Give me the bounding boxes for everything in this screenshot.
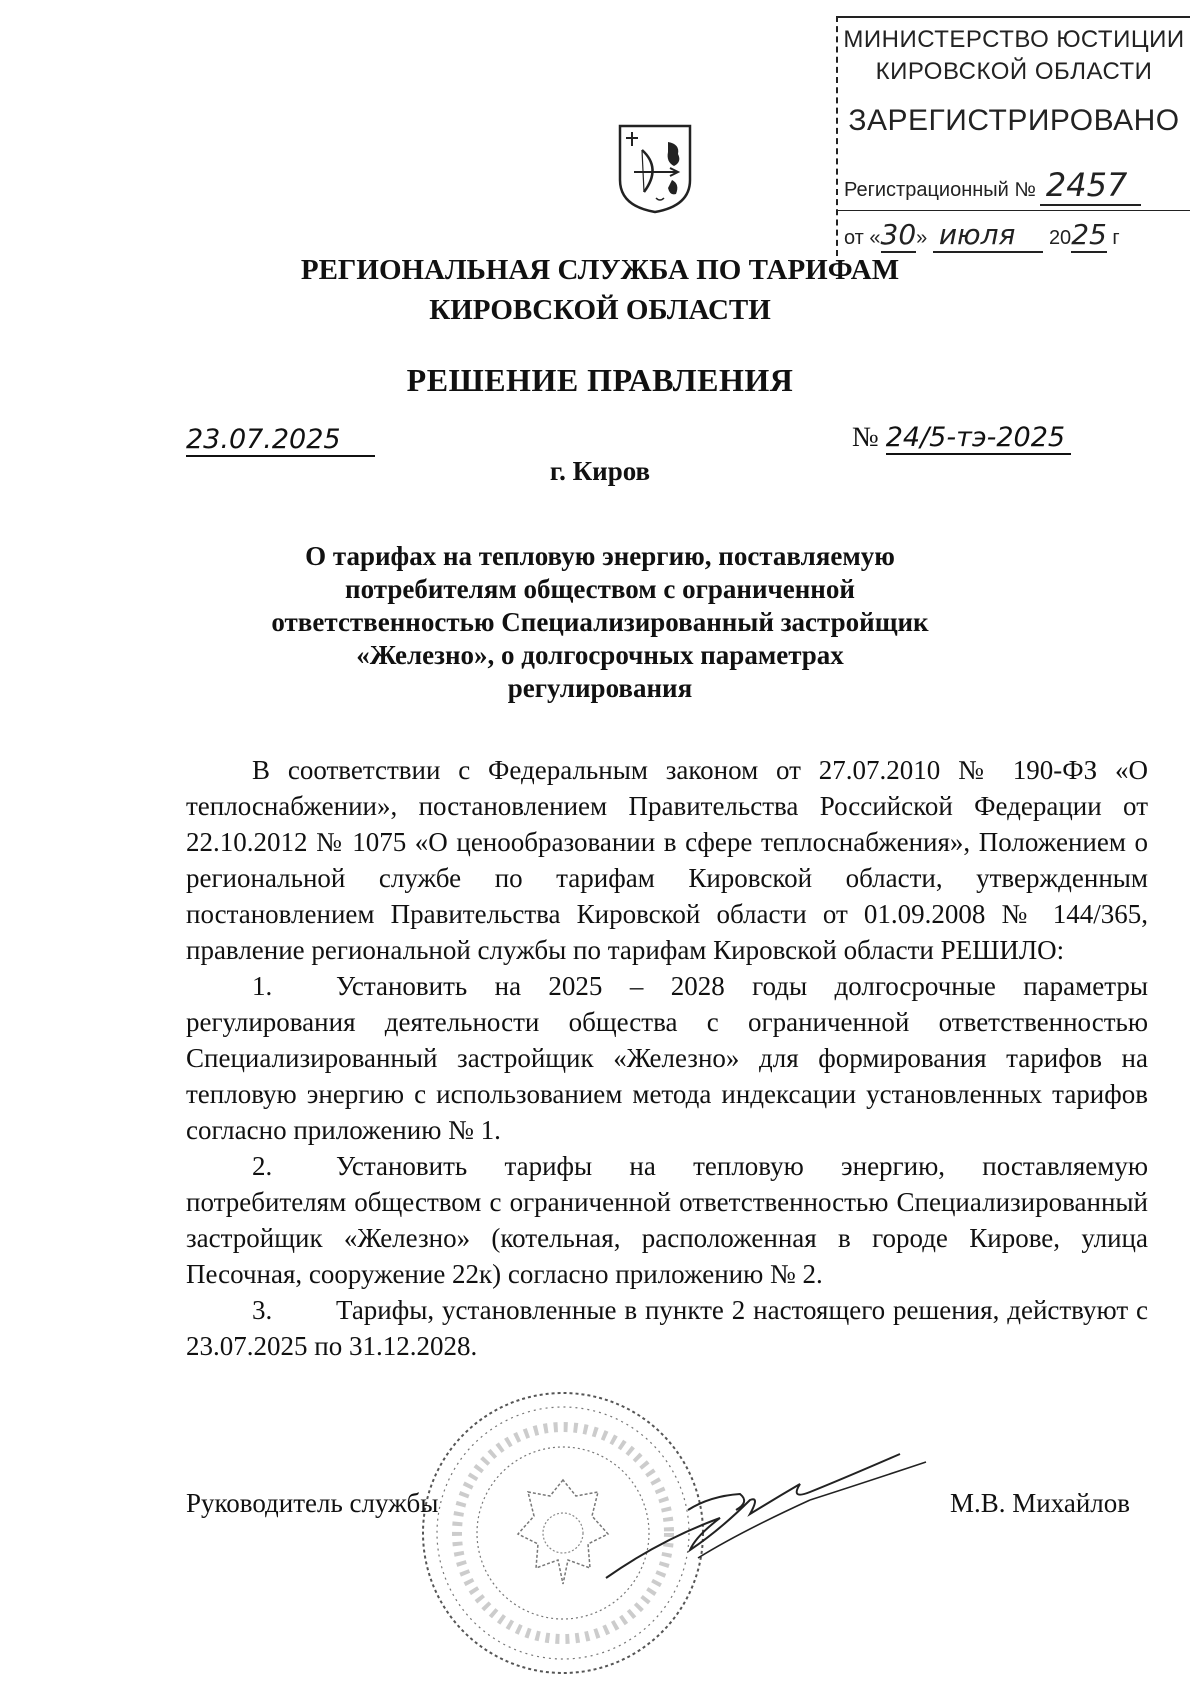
document-city: г. Киров [549, 456, 651, 486]
decision-item-number: 2. [252, 1151, 273, 1181]
registration-date-year-end: г [1106, 227, 1120, 249]
registration-date-prefix: от « [844, 227, 881, 249]
document-number-value: 24/5-тэ-2025 [886, 422, 1071, 455]
handwritten-signature [600, 1440, 930, 1590]
registration-number-value: 2457 [1040, 166, 1141, 206]
decision-item-number: 1. [252, 971, 273, 1001]
document-title: РЕШЕНИЕ ПРАВЛЕНИЯ [406, 362, 794, 398]
decision-item-text: Установить на 2025 – 2028 годы долгосрочные параметры регулирования деятельности общества с ограниченной ответственностью Специализированный застройщик «Железно» для формирования тарифов на тепловую энергию с использованием метода индексации установленных тарифов согласно приложению № 1. [186, 971, 1148, 1145]
organization-name-line1: РЕГИОНАЛЬНАЯ СЛУЖБА ПО ТАРИФАМ [300, 254, 900, 286]
preamble-paragraph: В соответствии с Федеральным законом от 27.07.2010 № 190-ФЗ «О теплоснабжении», постановлением Правительства Российской Федерации от 22.10.2012 № 1075 «О ценообразовании в сфере теплоснабжения», Положением о региональной службе по тарифам Кировской области, утвержденным постановлением Правительства Кировской области от 01.09.2008 № 144/365, правление региональной службы по тарифам Кировской области РЕШИЛО: [186, 755, 1148, 965]
document-subject [250, 540, 950, 705]
signatory-name: М.В. Михайлов [950, 1488, 1131, 1518]
decision-item-text: Тарифы, установленные в пункте 2 настоящего решения, действуют с 23.07.2025 по 31.12.2028. [186, 1295, 1148, 1361]
subject-line: О тарифах на тепловую энергию, поставляемую [305, 541, 895, 571]
registration-date-year-suffix: 25 [1071, 218, 1107, 251]
document-body [186, 752, 1148, 1364]
registration-number-row [844, 166, 1141, 204]
subject-line: «Железно», о долгосрочных параметрах [356, 640, 844, 670]
registration-status: ЗАРЕГИСТРИРОВАНО [848, 104, 1180, 137]
registration-ministry: МИНИСТЕРСТВО ЮСТИЦИИ [843, 26, 1185, 53]
decision-item-number: 3. [252, 1295, 273, 1325]
registration-number-label: Регистрационный № [844, 179, 1036, 201]
document-number-label: № [852, 422, 886, 453]
document-date: 23.07.2025 [186, 424, 375, 457]
registration-region: КИРОВСКОЙ ОБЛАСТИ [875, 58, 1153, 85]
subject-line: регулирования [507, 673, 693, 703]
registration-date-day: 30 [880, 218, 917, 251]
decision-item [186, 1148, 1148, 1292]
registration-date-month: июля [933, 218, 1044, 253]
registration-stamp [836, 16, 1190, 256]
decision-item-text: Установить тарифы на тепловую энергию, поставляемую потребителям обществом с ограниченной ответственностью Специализированный застройщик «Железно» (котельная, расположенная в городе Кирове, улица Песочная, сооружение 22к) согласно приложению № 2. [186, 1151, 1148, 1289]
subject-line: ответственностью Специализированный застройщик [271, 607, 929, 637]
registration-date-mid: » [916, 227, 928, 249]
registration-date-year-prefix: 20 [1048, 227, 1072, 249]
registration-divider [838, 210, 1190, 211]
decision-item [186, 1292, 1148, 1364]
organization-name-line2: КИРОВСКОЙ ОБЛАСТИ [429, 294, 771, 326]
subject-line: потребителям обществом с ограниченной [345, 574, 855, 604]
signatory-title: Руководитель службы [186, 1488, 439, 1518]
kirov-coat-of-arms-icon [616, 122, 694, 214]
document-number [852, 422, 1071, 454]
registration-date-row [844, 218, 1120, 251]
decision-item [186, 968, 1148, 1148]
